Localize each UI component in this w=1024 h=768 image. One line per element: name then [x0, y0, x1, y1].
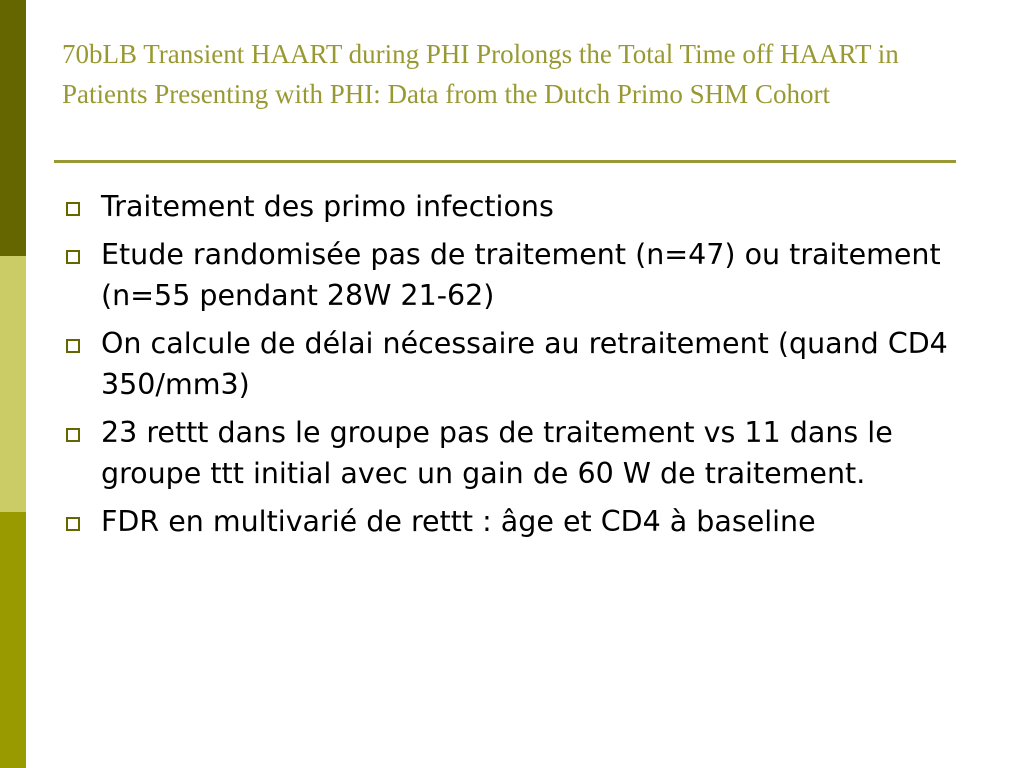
side-bar-top	[0, 0, 26, 256]
square-bullet-icon	[66, 339, 80, 353]
bullet-item	[66, 234, 961, 316]
bullet-text: On calcule de délai nécessaire au retraitement (quand CD4 350/mm3)	[101, 327, 948, 401]
bullet-text: 23 rettt dans le groupe pas de traitement vs 11 dans le groupe ttt initial avec un gain de 60 W de traitement.	[101, 416, 893, 490]
square-bullet-icon	[66, 428, 80, 442]
bullet-item	[66, 412, 961, 494]
square-bullet-icon	[66, 250, 80, 264]
square-bullet-icon	[66, 517, 80, 531]
bullet-text: FDR en multivarié de rettt : âge et CD4 à baseline	[101, 505, 816, 538]
bullet-text: Etude randomisée pas de traitement (n=47) ou traitement (n=55 pendant 28W 21-62)	[101, 238, 941, 312]
bullet-item	[66, 186, 961, 227]
slide-title: 70bLB Transient HAART during PHI Prolongs the Total Time off HAART in Patients Presenting with PHI: Data from the Dutch Primo SHM Cohort	[62, 39, 899, 109]
bullet-text: Traitement des primo infections	[101, 190, 554, 223]
square-bullet-icon	[66, 202, 80, 216]
side-bar-middle	[0, 256, 26, 512]
bullet-list	[66, 186, 961, 549]
side-bar-bottom	[0, 512, 26, 768]
title-underline	[54, 160, 956, 163]
bullet-item	[66, 501, 961, 542]
bullet-item	[66, 323, 961, 405]
